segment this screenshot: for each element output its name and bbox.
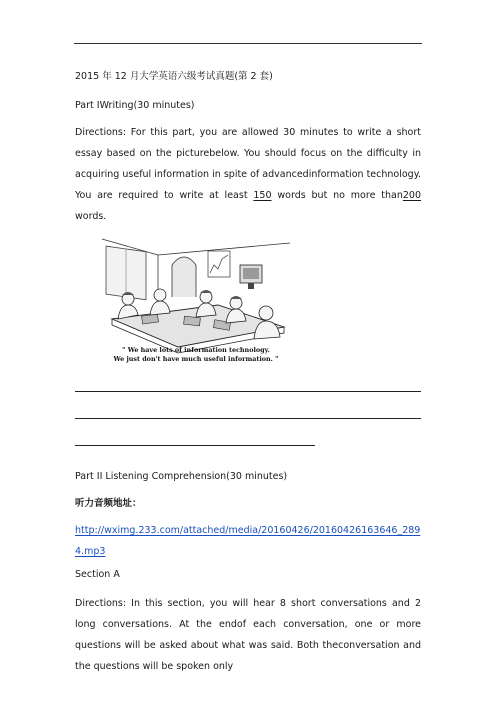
office-cartoon-image: [98, 235, 294, 363]
exam-title: 2015 年 12 月大学英语六级考试真题(第 2 套): [75, 71, 273, 82]
directions-text-prefix: Directions: For this part, you are allowed 30 minutes to write a short essay based on the picturebelow. You should focus on the difficulty in acquiring useful information in spite of advancedinformation technology. You are required to write at least: [75, 127, 421, 201]
min-words-value: 150: [253, 190, 272, 201]
answer-line: [75, 445, 315, 446]
answer-line: [75, 418, 421, 419]
directions-text-suffix: words．: [75, 211, 113, 222]
audio-link-row: [75, 520, 421, 562]
essay-answer-lines: [75, 391, 421, 446]
audio-link[interactable]: http://wximg.233.com/attached/media/20160426/20160426163646_2894.mp3: [75, 525, 421, 557]
directions-text-middle: words but no more than: [271, 190, 403, 201]
writing-directions: [75, 122, 421, 227]
section-a-directions: Directions: In this section, you will hear 8 short conversations and 2 long conversations. At the endof each conversation, one or more questions will be asked about what was said. Both theconversation and the questions will be spoken only: [75, 598, 421, 672]
max-words-value: 200: [402, 190, 421, 201]
part2-heading: Part II Listening Comprehension(30 minutes): [75, 471, 288, 482]
cartoon-caption-line-2: We just don't have much useful information. ": [113, 355, 279, 363]
section-a-heading: Section A: [75, 569, 120, 580]
header-rule: [74, 43, 422, 44]
audio-address-label: 听力音频地址：: [75, 498, 142, 509]
document-body: [75, 66, 421, 677]
cartoon-caption-line-1: " We have lots of information technology.: [122, 346, 270, 354]
part1-heading: Part IWriting(30 minutes): [75, 100, 195, 111]
answer-line: [75, 391, 421, 392]
